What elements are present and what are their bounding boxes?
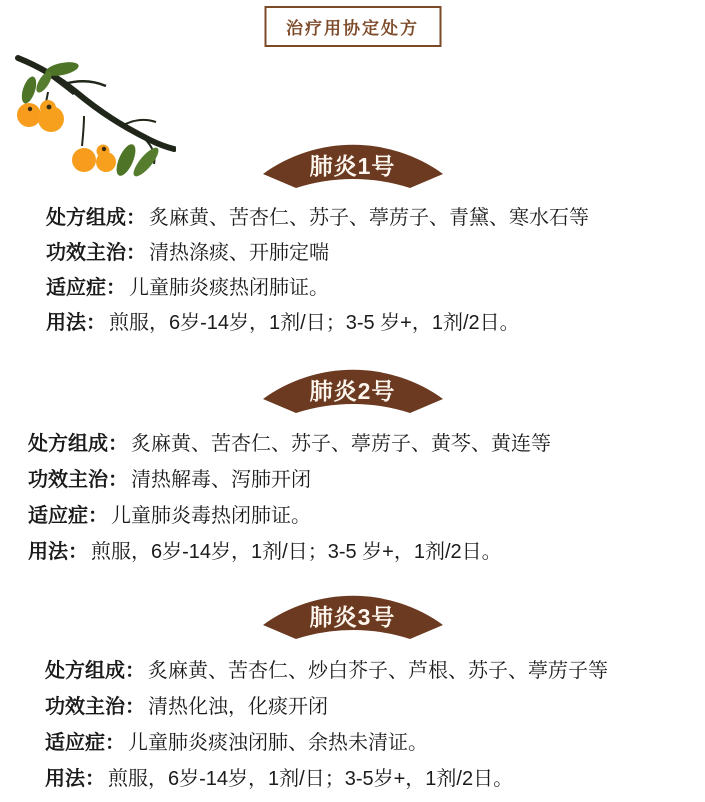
row-efficacy: [28, 459, 705, 495]
row-value: 清热涤痰、开肺定喘: [149, 242, 329, 264]
row-value: 煎服，6岁-14岁，1剂/日；3-5 岁+，1剂/2日。: [109, 312, 520, 334]
badge-label: 肺炎2号: [309, 378, 396, 404]
fruit-stem: [82, 116, 84, 146]
row-indication: [46, 268, 705, 303]
row-label: 处方组成：: [46, 207, 146, 229]
row-value: 清热化浊，化痰开闭: [148, 695, 328, 718]
row-label: 处方组成：: [28, 432, 128, 455]
row-value: 儿童肺炎痰浊闭肺、余热未清证。: [128, 731, 428, 754]
row-indication: [28, 495, 705, 531]
row-usage: [46, 303, 705, 338]
row-label: 用法：: [28, 540, 88, 563]
row-value: 炙麻黄、苦杏仁、苏子、葶苈子、青黛、寒水石等: [149, 207, 589, 229]
row-value: 炙麻黄、苦杏仁、苏子、葶苈子、黄芩、黄连等: [131, 432, 551, 455]
section-badge-1: [261, 143, 445, 189]
row-label: 适应症：: [28, 504, 108, 527]
badge-label: 肺炎1号: [309, 153, 396, 179]
fruit-calyx: [28, 107, 32, 111]
row-efficacy: [46, 233, 705, 268]
fruit-calyx: [47, 105, 52, 110]
section-badge-3: [261, 594, 445, 640]
page-title-text: 治疗用协定处方: [286, 19, 419, 38]
row-label: 处方组成：: [45, 659, 145, 682]
section-1-content: [0, 198, 705, 338]
row-composition: [28, 423, 705, 459]
row-label: 适应症：: [45, 731, 125, 754]
row-label: 用法：: [45, 767, 105, 790]
row-indication: [45, 722, 705, 758]
row-value: 儿童肺炎痰热闭肺证。: [129, 277, 329, 299]
loquat-fruit: [72, 148, 96, 172]
loquat-fruit: [97, 145, 110, 158]
row-value: 煎服，6岁-14岁，1剂/日；3-5岁+，1剂/2日。: [108, 767, 514, 790]
row-value: 炙麻黄、苦杏仁、炒白芥子、芦根、苏子、葶苈子等: [148, 659, 608, 682]
page-title: [264, 6, 441, 47]
row-value: 儿童肺炎毒热闭肺证。: [111, 504, 311, 527]
row-label: 适应症：: [46, 277, 126, 299]
loquat-fruit: [17, 103, 41, 127]
row-usage: [45, 758, 705, 794]
section-3-content: [0, 650, 705, 794]
row-efficacy: [45, 686, 705, 722]
badge-label: 肺炎3号: [309, 604, 396, 630]
section-2-content: [0, 423, 705, 567]
row-composition: [45, 650, 705, 686]
row-label: 功效主治：: [45, 695, 145, 718]
row-label: 功效主治：: [46, 242, 146, 264]
section-badge-2: [261, 368, 445, 414]
row-value: 煎服，6岁-14岁，1剂/日；3-5 岁+，1剂/2日。: [91, 540, 502, 563]
row-label: 用法：: [46, 312, 106, 334]
fruit-calyx: [102, 147, 106, 151]
leaf: [19, 75, 39, 105]
row-label: 功效主治：: [28, 468, 128, 491]
row-composition: [46, 198, 705, 233]
loquat-branch-illustration: [4, 52, 176, 192]
row-usage: [28, 531, 705, 567]
row-value: 清热解毒、泻肺开闭: [131, 468, 311, 491]
